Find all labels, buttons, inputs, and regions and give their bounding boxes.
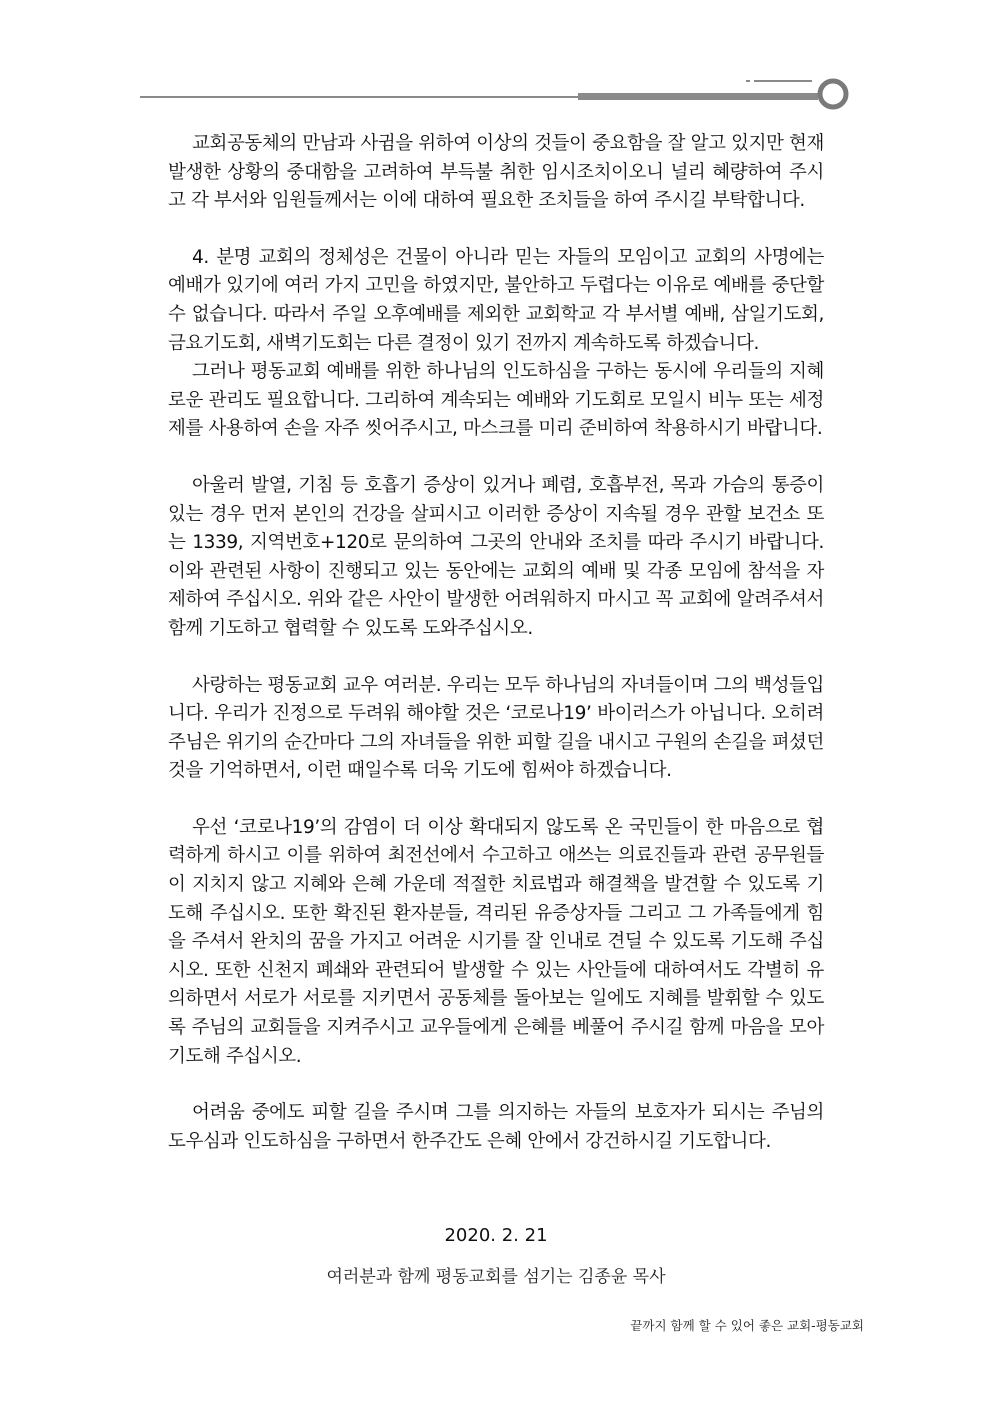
ring-icon xyxy=(820,81,846,107)
letter-date: 2020. 2. 21 xyxy=(444,1225,548,1246)
header-rule-upper xyxy=(754,80,812,82)
paragraph-5: 사랑하는 평동교회 교우 여러분. 우리는 모두 하나님의 자녀들이며 그의 백성들입니다. 우리가 진정으로 두려워 해야할 것은 ‘코로나19’ 바이러스가 아닙니다. 오히려 주님은 위기의 순간마다 그의 자녀들을 위한 피할 길을 내시고 구원의 손길을 펴셨던 것을 기억하면서, 이런 때일수록 더욱 기도에 힘써야 하겠습니다. xyxy=(168,674,824,782)
paragraph-1: 교회공동체의 만남과 사귐을 위하여 이상의 것들이 중요함을 잘 알고 있지만 현재 발생한 상황의 중대함을 고려하여 부득불 취한 임시조치이오니 널리 혜량하여 주시고 각 부서와 임원들께서는 이에 대하여 필요한 조치들을 하여 주시길 부탁합니다. xyxy=(168,133,824,212)
letter-body xyxy=(168,130,824,1156)
letter-signature: 여러분과 함께 평동교회를 섬기는 김종윤 목사 xyxy=(326,1267,666,1287)
paragraph-2: 4. 분명 교회의 정체성은 건물이 아니라 믿는 자들의 모임이고 교회의 사명에는 예배가 있기에 여러 가지 고민을 하였지만, 불안하고 두렵다는 이유로 예배를 중단할 수 없습니다. 따라서 주일 오후예배를 제외한 교회학교 각 부서별 예배, 삼일기도회, 금요기도회, 새벽기도회는 다른 결정이 있기 전까지 계속하도록 하겠습니다. xyxy=(168,246,824,354)
header-rule-thick xyxy=(578,93,818,100)
paragraph-7: 어려움 중에도 피할 길을 주시며 그를 의지하는 자들의 보호자가 되시는 주님의 도우심과 인도하심을 구하면서 한주간도 은혜 안에서 강건하시길 기도합니다. xyxy=(168,1102,824,1152)
header-decoration xyxy=(140,70,860,120)
header-rule-dash xyxy=(746,80,750,82)
page-footer: 끝까지 함께 할 수 있어 좋은 교회-평동교회 xyxy=(630,1318,864,1333)
paragraph-3: 그러나 평동교회 예배를 위한 하나님의 인도하심을 구하는 동시에 우리들의 지혜로운 관리도 필요합니다. 그리하여 계속되는 예배와 기도회로 모일시 비누 또는 세정제를 사용하여 손을 자주 씻어주시고, 마스크를 미리 준비하여 착용하시기 바랍니다. xyxy=(168,361,824,440)
paragraph-6: 우선 ‘코로나19’의 감염이 더 이상 확대되지 않도록 온 국민들이 한 마음으로 협력하게 하시고 이를 위하여 최전선에서 수고하고 애쓰는 의료진들과 관련 공무원들이 지치지 않고 지혜와 은혜 가운데 적절한 치료법과 해결책을 발견할 수 있도록 기도해 주십시오. 또한 확진된 환자분들, 격리된 유증상자들 그리고 그 가족들에게 힘을 주셔서 완치의 꿈을 가지고 어려운 시기를 잘 인내로 견딜 수 있도록 기도해 주십시오. 또한 신천지 폐쇄와 관련되어 발생할 수 있는 사안들에 대하여서도 각별히 유의하면서 서로가 서로를 지키면서 공동체를 돌아보는 일에도 지혜를 발휘할 수 있도록 주님의 교회들을 지켜주시고 교우들에게 은혜를 베풀어 주시길 함께 마음을 모아 기도해 주십시오. xyxy=(168,816,824,1067)
header-rule-thin xyxy=(140,96,580,98)
paragraph-4: 아울러 발열, 기침 등 호흡기 증상이 있거나 폐렴, 호흡부전, 목과 가슴의 통증이 있는 경우 먼저 본인의 건강을 살피시고 이러한 증상이 지속될 경우 관할 보건소 또는 1339, 지역번호+120로 문의하여 그곳의 안내와 조치를 따라 주시기 바랍니다. 이와 관련된 사항이 진행되고 있는 동안에는 교회의 예배 및 각종 모임에 참석을 자제하여 주십시오. 위와 같은 사안이 발생한 어려워하지 마시고 꼭 교회에 알려주셔서 함께 기도하고 협력할 수 있도록 도와주십시오. xyxy=(168,474,824,639)
